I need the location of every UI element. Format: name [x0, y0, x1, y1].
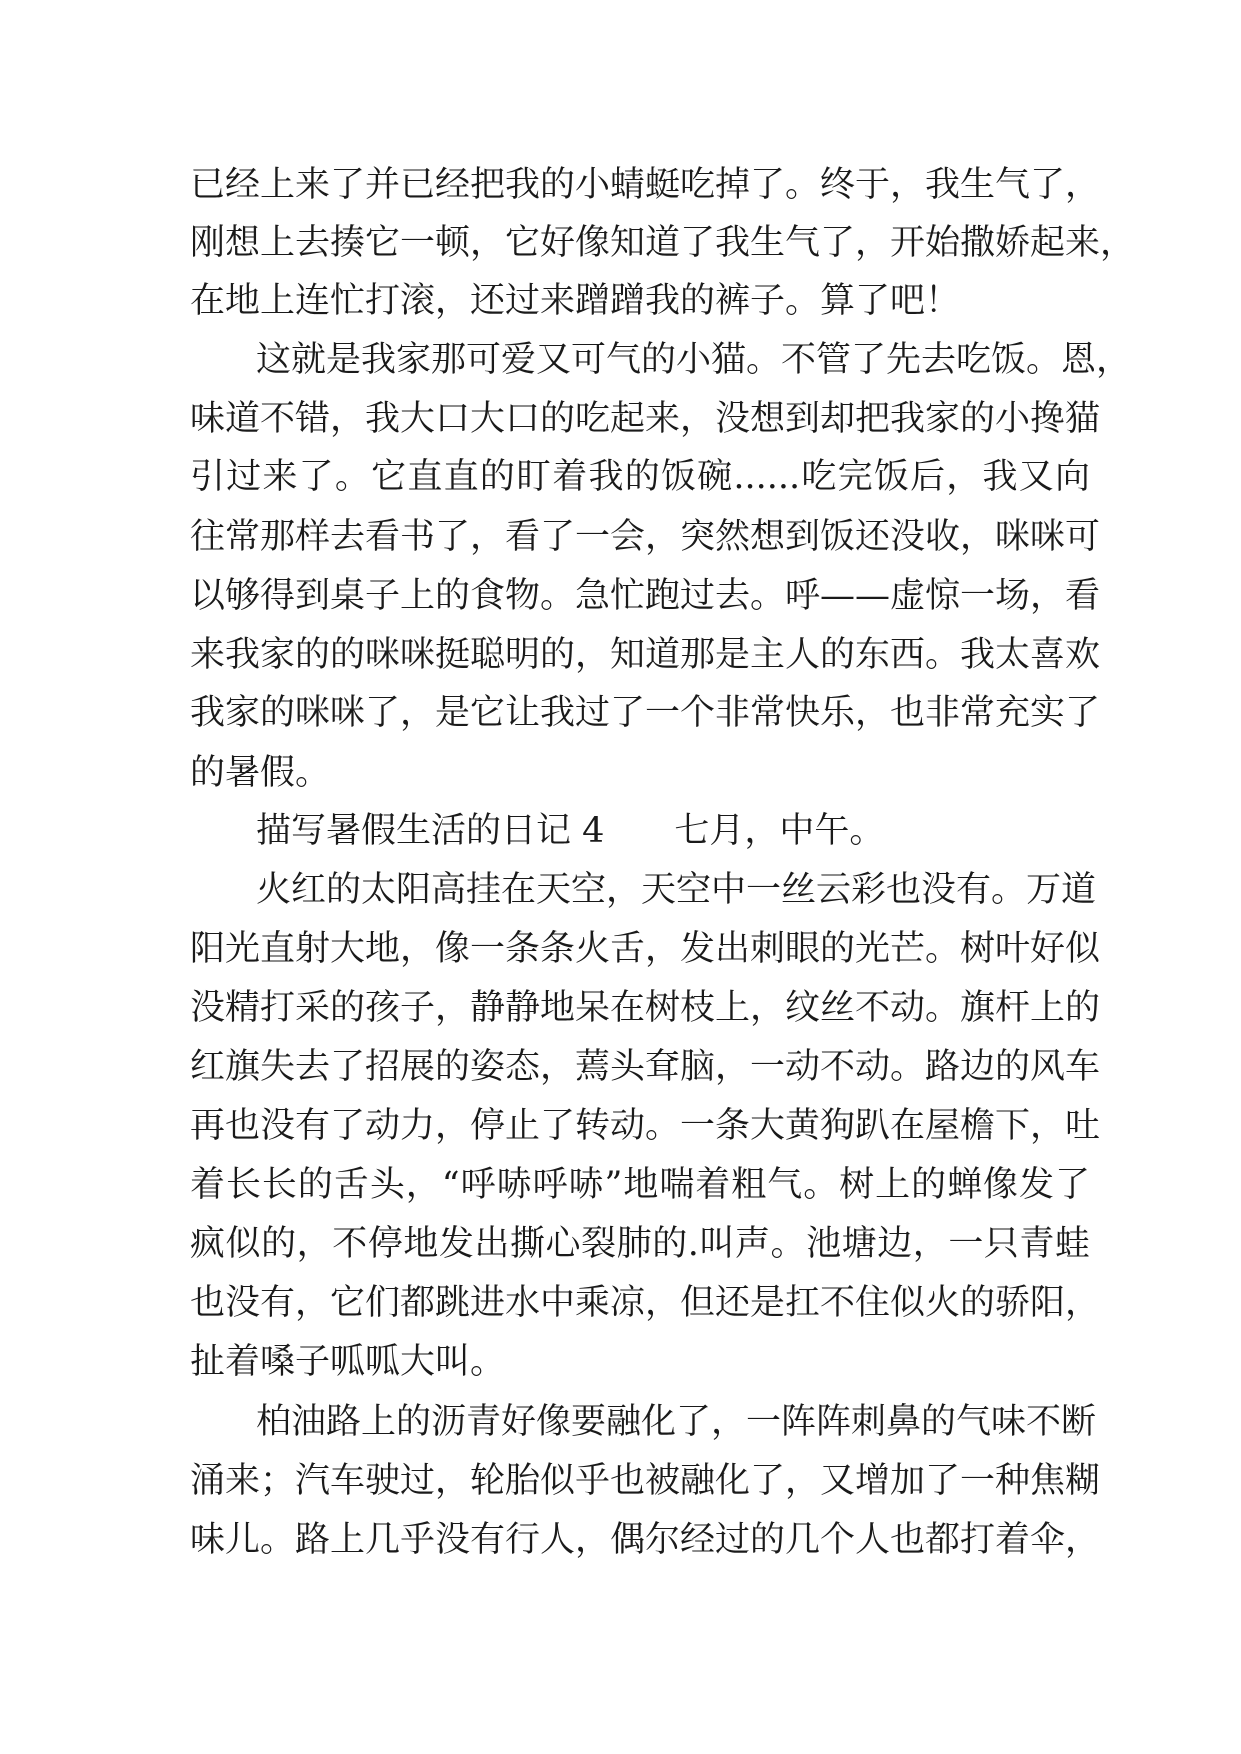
paragraph-first-line: 火红的太阳高挂在天空，天空中一丝云彩也没有。万道 [256, 870, 1097, 910]
section-heading: 描写暑假生活的日记 4 七月，中午。 [256, 811, 885, 851]
paragraph-first-line: 柏油路上的沥青好像要融化了，一阵阵刺鼻的气味不断 [256, 1402, 1097, 1442]
text-line: 在地上连忙打滚，还过来蹭蹭我的裤子。算了吧！ [190, 281, 961, 321]
text-line: 涌来；汽车驶过，轮胎似乎也被融化了，又增加了一种焦糊 [190, 1461, 1101, 1501]
text-line: 引过来了。它直直的盯着我的饭碗......吃完饭后，我又向 [190, 457, 1090, 497]
text-line: 来我家的的咪咪挺聪明的，知道那是主人的东西。我太喜欢 [190, 635, 1101, 675]
text-line: 阳光直射大地，像一条条火舌，发出刺眼的光芒。树叶好似 [190, 929, 1101, 969]
text-line: 也没有，它们都跳进水中乘凉，但还是扛不住似火的骄阳， [190, 1283, 1101, 1323]
text-line: 疯似的，不停地发出撕心裂肺的.叫声。池塘边，一只青蛙 [190, 1224, 1090, 1264]
text-line: 味儿。路上几乎没有行人，偶尔经过的几个人也都打着伞， [190, 1520, 1101, 1560]
text-line: 刚想上去揍它一顿，它好像知道了我生气了，开始撒娇起来， [190, 223, 1136, 263]
paragraph-first-line: 这就是我家那可爱又可气的小猫。不管了先去吃饭。恩， [256, 340, 1132, 380]
text-line: 味道不错，我大口大口的吃起来，没想到却把我家的小搀猫 [190, 399, 1101, 439]
text-line: 以够得到桌子上的食物。急忙跑过去。呼——虚惊一场，看 [190, 576, 1101, 616]
text-line: 的暑假。 [190, 753, 331, 793]
text-line: 红旗失去了招展的姿态，蔫头耷脑，一动不动。路边的风车 [190, 1047, 1101, 1087]
text-line: 我家的咪咪了，是它让我过了一个非常快乐，也非常充实了 [190, 693, 1101, 733]
text-line: 已经上来了并已经把我的小蜻蜓吃掉了。终于，我生气了， [190, 165, 1101, 205]
text-line: 没精打采的孩子，静静地呆在树枝上，纹丝不动。旗杆上的 [190, 988, 1101, 1028]
text-line: 往常那样去看书了，看了一会，突然想到饭还没收，咪咪可 [190, 517, 1101, 557]
text-line: 着长长的舌头，“呼哧呼哧”地喘着粗气。树上的蝉像发了 [190, 1165, 1090, 1205]
text-line: 扯着嗓子呱呱大叫。 [190, 1342, 506, 1382]
text-line: 再也没有了动力，停止了转动。一条大黄狗趴在屋檐下，吐 [190, 1106, 1101, 1146]
